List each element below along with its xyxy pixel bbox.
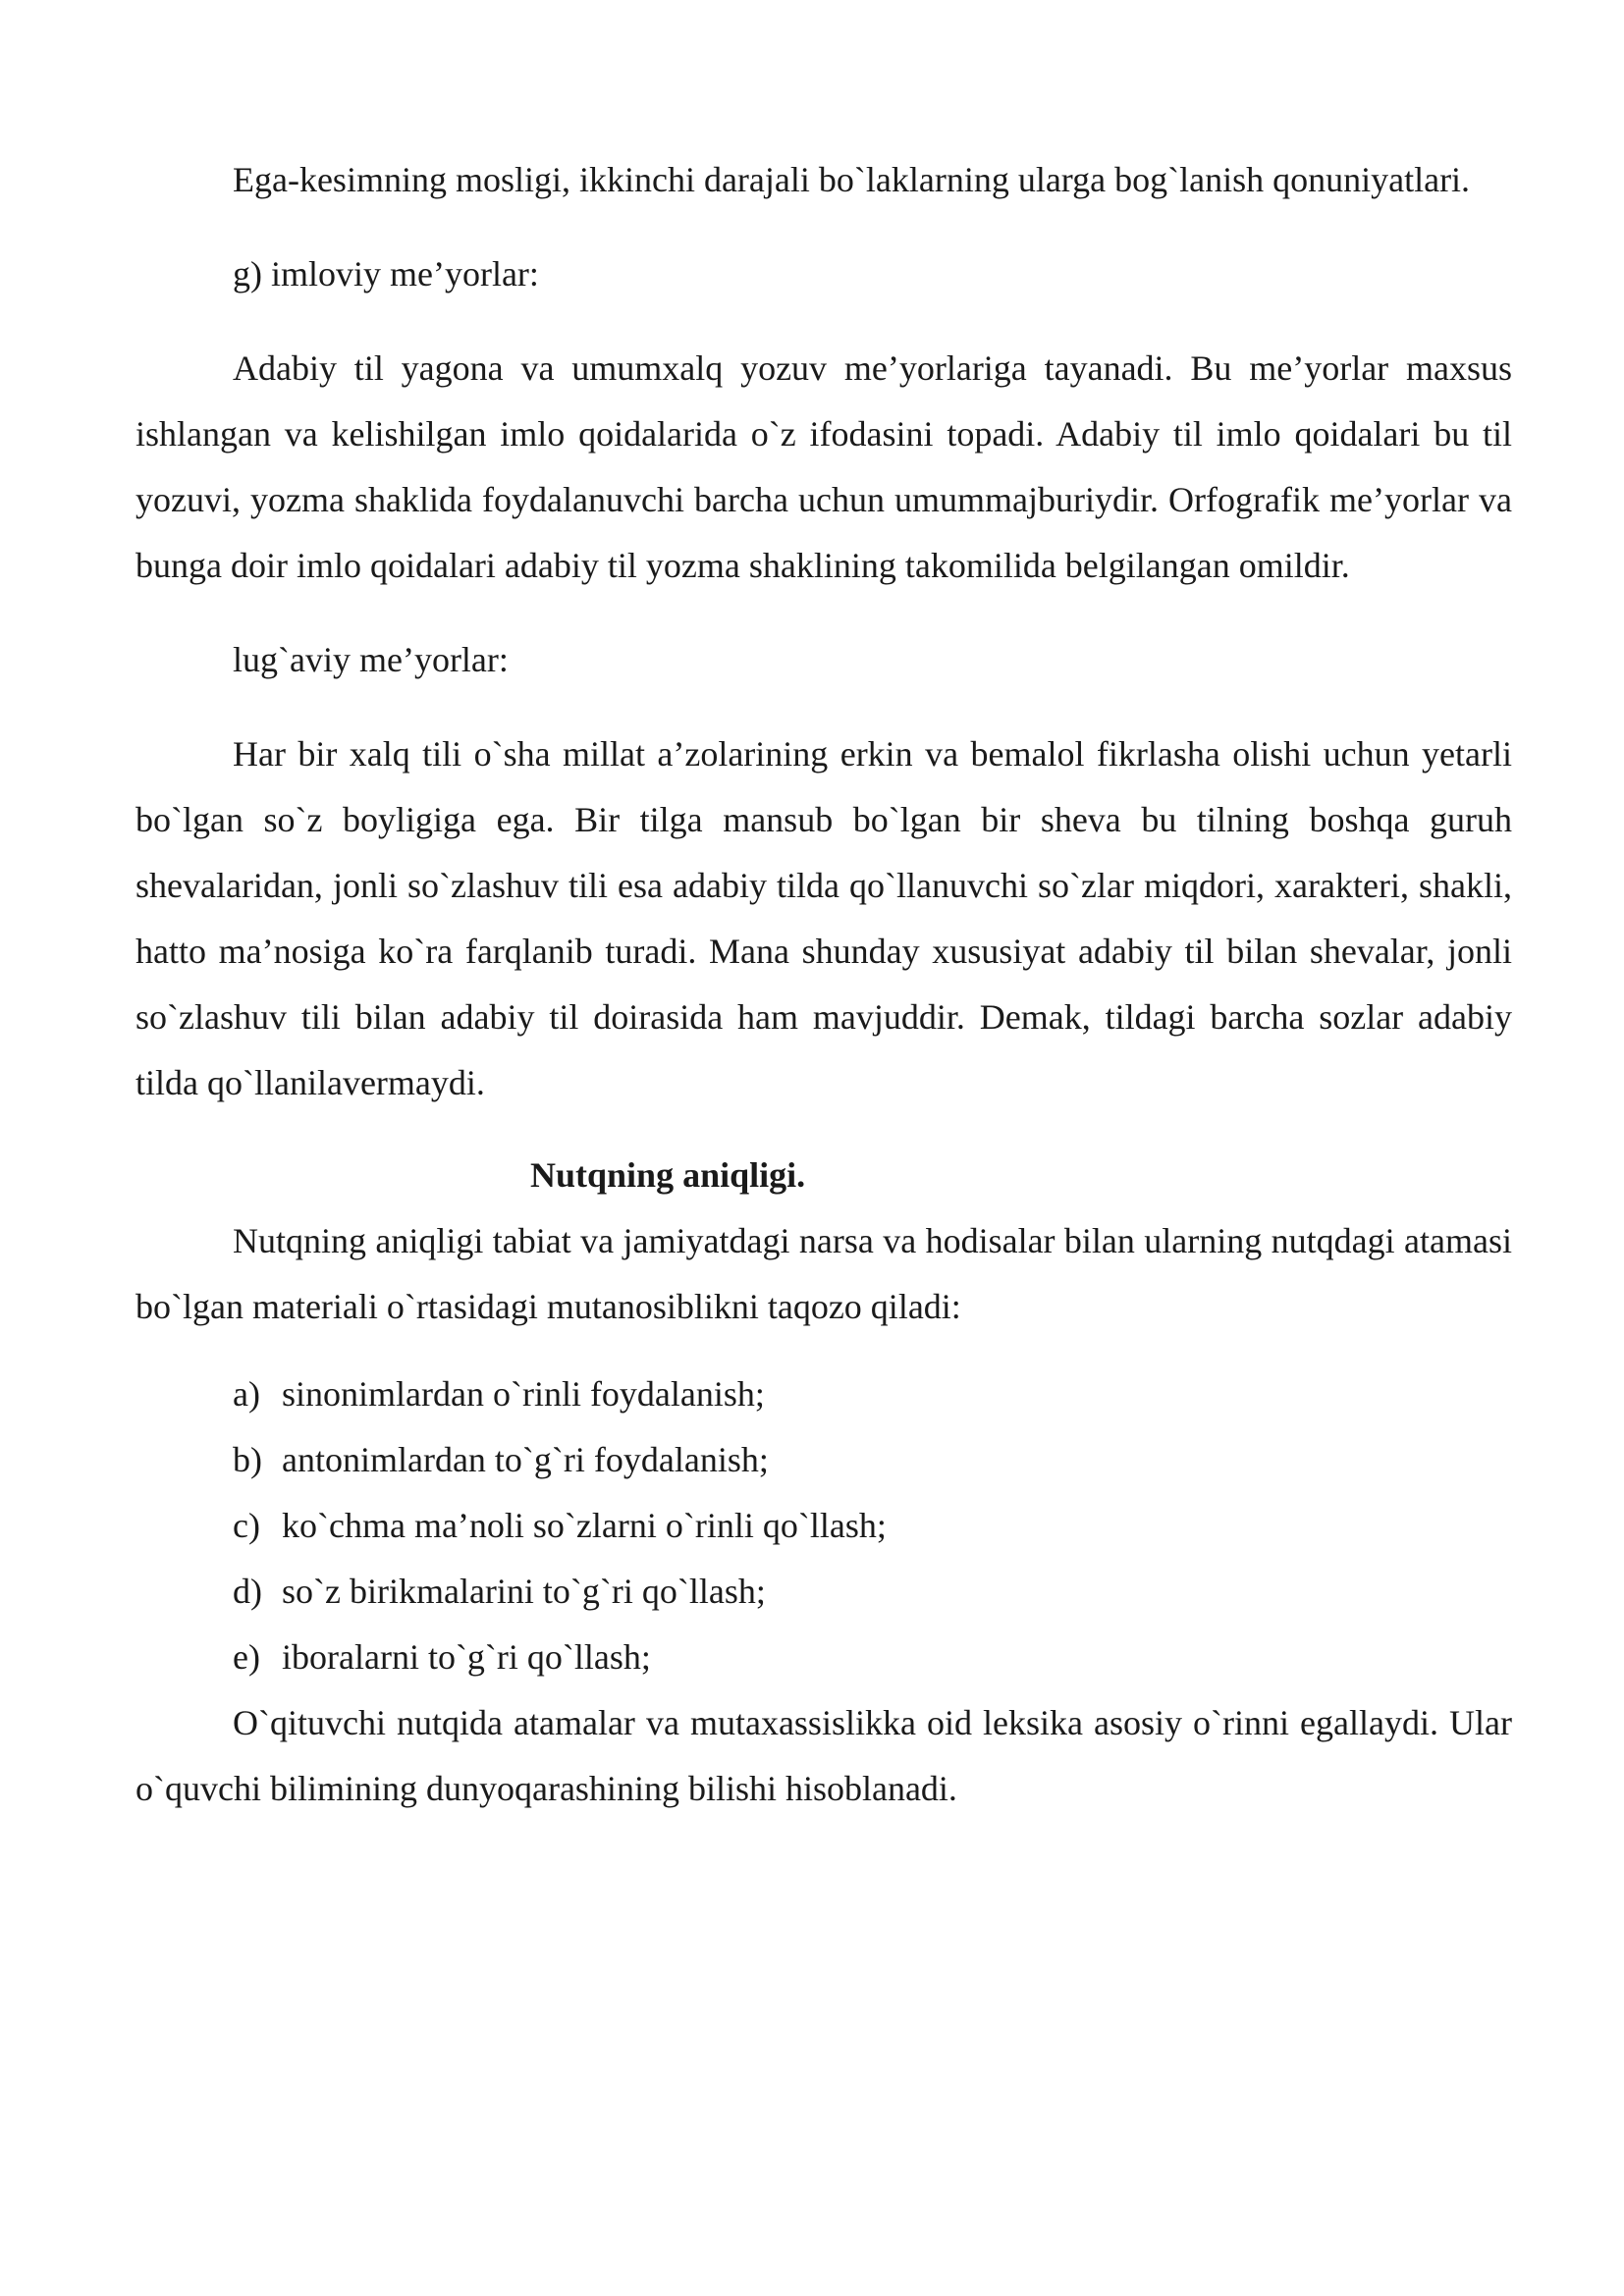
list-item-text: so`z birikmalarini to`g`ri qo`llash; xyxy=(282,1572,766,1611)
subheading-spelling-norms: g) imloviy me’yorlar: xyxy=(233,254,539,294)
subheading-lexical-norms: lug`aviy me’yorlar: xyxy=(233,640,509,679)
section-heading: Nutqning aniqligi. xyxy=(530,1155,806,1195)
list-marker: e) xyxy=(233,1637,260,1677)
list-item-text: iboralarni to`g`ri qo`llash; xyxy=(282,1637,651,1677)
list-item-text: sinonimlardan o`rinli foydalanish; xyxy=(282,1374,765,1414)
list-item xyxy=(135,1559,1512,1625)
list-item xyxy=(135,1427,1512,1493)
list-marker: c) xyxy=(233,1506,260,1545)
paragraph-lexical-norms: Har bir xalq tili o`sha millat a’zolarining erkin va bemalol fikrlasha olishi uchun yetarli bo`lgan so`z boyligiga ega. Bir tilga mansub bo`lgan bir sheva bu tilning boshqa guruh shevalaridan, jonli so`zlashuv tili esa adabiy tilda qo`llanuvchi so`zlar miqdori, xarakteri, shakli, hatto ma’nosiga ko`ra farqlanib turadi. Mana shunday xususiyat adabiy til bilan shevalar, jonli so`zlashuv tili bilan adabiy til doirasida ham mavjuddir. Demak, tildagi barcha sozlar adabiy tilda qo`llanilavermaydi. xyxy=(135,734,1512,1102)
list-item xyxy=(135,1493,1512,1559)
list-item-text: antonimlardan to`g`ri foydalanish; xyxy=(282,1440,769,1479)
list-item xyxy=(135,1362,1512,1427)
list-item xyxy=(135,1625,1512,1690)
paragraph-closing: O`qituvchi nutqida atamalar va mutaxassislikka oid leksika asosiy o`rinni egallaydi. Ular o`quvchi bilimining dunyoqarashining bilishi hisoblanadi. xyxy=(135,1703,1512,1808)
document-page xyxy=(135,147,1512,1822)
list-marker: b) xyxy=(233,1440,262,1479)
list-marker: a) xyxy=(233,1374,260,1414)
paragraph-intro: Nutqning aniqligi tabiat va jamiyatdagi narsa va hodisalar bilan ularning nutqdagi atamasi bo`lgan materiali o`rtasidagi mutanosiblikni taqozo qiladi: xyxy=(135,1221,1512,1326)
requirements-list xyxy=(135,1362,1512,1690)
paragraph-spelling-norms: Adabiy til yagona va umumxalq yozuv me’yorlariga tayanadi. Bu me’yorlar maxsus ishlangan va kelishilgan imlo qoidalarida o`z ifodasini topadi. Adabiy til imlo qoidalari bu til yozuvi, yozma shaklida foydalanuvchi barcha uchun umummajburiydir. Orfografik me’yorlar va bunga doir imlo qoidalari adabiy til yozma shaklining takomilida belgilangan omildir. xyxy=(135,348,1512,585)
list-marker: d) xyxy=(233,1572,262,1611)
list-item-text: ko`chma ma’noli so`zlarni o`rinli qo`llash; xyxy=(282,1506,887,1545)
paragraph-agreement: Ega-kesimning mosligi, ikkinchi darajali bo`laklarning ularga bog`lanish qonuniyatlari. xyxy=(233,160,1471,199)
